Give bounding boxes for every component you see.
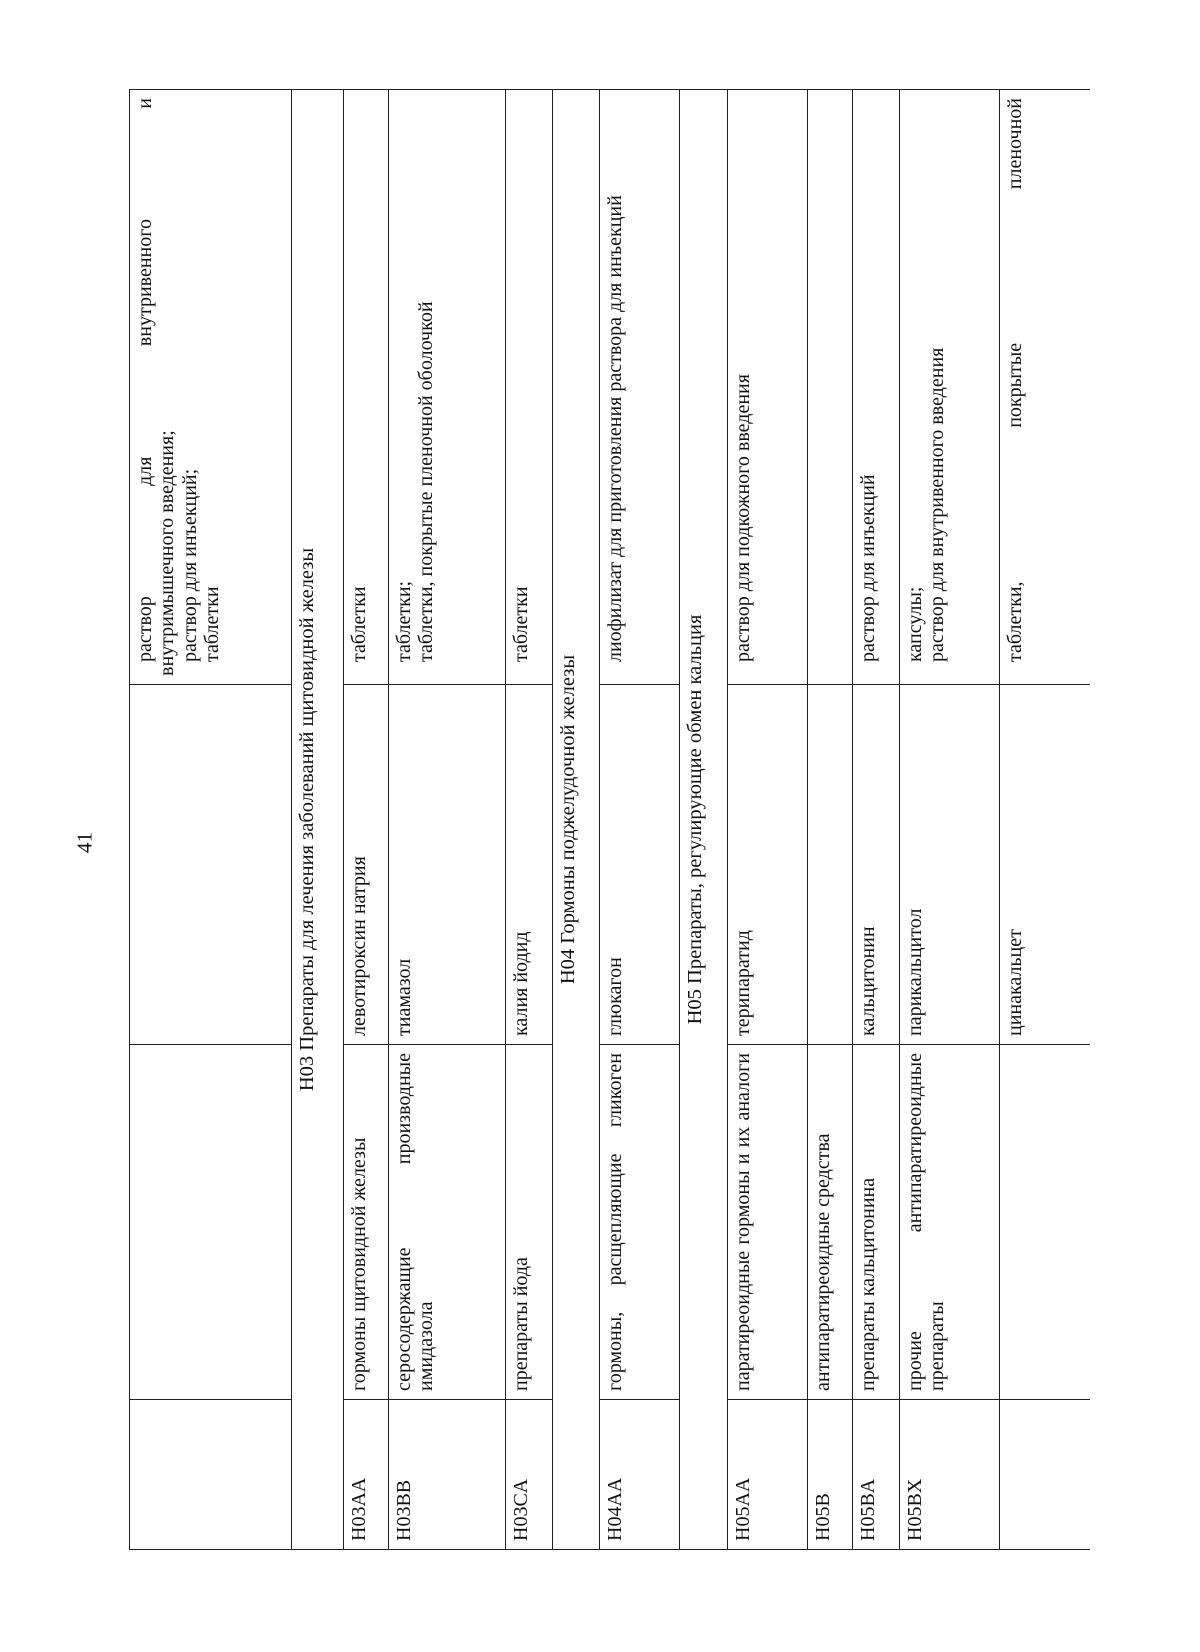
group-cell: гормоны щитовидной железы (344, 1045, 389, 1400)
section-header-row (553, 90, 600, 1550)
section-title: H04 Гормоны поджелудочной железы (553, 90, 600, 1550)
group-cell: препараты кальцитонина (853, 1045, 900, 1400)
code-cell: H03BB (389, 1400, 506, 1550)
substance-cell (808, 685, 853, 1045)
section-header-row (680, 90, 728, 1550)
forms-cell (344, 90, 389, 685)
form-line: таблетки, покрытые пленочной (1004, 98, 1026, 662)
group-cell (1000, 1045, 1090, 1400)
code-cell (1000, 1400, 1090, 1550)
code-cell: H05BA (853, 1400, 900, 1550)
table-row (808, 90, 853, 1550)
form-line: лиофилизат для приготовления раствора для инъекций (604, 195, 626, 662)
substance-cell: терипаратид (728, 685, 808, 1045)
form-line: таблетки (510, 586, 532, 662)
substance-cell (130, 685, 292, 1045)
form-line: раствор для внутривенного и (134, 98, 156, 662)
substance-cell: калия йодид (506, 685, 553, 1045)
group-cell: паратиреоидные гормоны и их аналоги (728, 1045, 808, 1400)
group-cell: прочие антипаратиреоидные препараты (900, 1045, 1000, 1400)
forms-cell (130, 90, 292, 685)
substance-cell: парикальцитол (900, 685, 1000, 1045)
forms-cell (600, 90, 680, 685)
group-cell: серосодержащие производные имидазола (389, 1045, 506, 1400)
forms-cell (853, 90, 900, 685)
code-cell: H05B (808, 1400, 853, 1550)
code-cell (130, 1400, 292, 1550)
section-title: H03 Препараты для лечения заболеваний щитовидной железы (292, 90, 344, 1550)
group-cell: гормоны, расщепляющие гликоген (600, 1045, 680, 1400)
forms-cell (389, 90, 506, 685)
forms-cell (506, 90, 553, 685)
table-row (506, 90, 553, 1550)
form-line: внутримышечного введения; (156, 430, 179, 676)
page-number: 41 (72, 832, 97, 853)
form-line: раствор для инъекций (857, 474, 879, 662)
substance-cell: кальцитонин (853, 685, 900, 1045)
forms-cell (900, 90, 1000, 685)
forms-cell (808, 90, 853, 685)
form-line: раствор для инъекций; (178, 468, 201, 662)
group-cell: антипаратиреоидные средства (808, 1045, 853, 1400)
forms-cell (1000, 90, 1090, 685)
table-row (389, 90, 506, 1550)
substance-cell: глюкагон (600, 685, 680, 1045)
table-row (344, 90, 389, 1550)
form-line: раствор для внутривенного введения (926, 347, 949, 662)
code-cell: H05AA (728, 1400, 808, 1550)
form-line: раствор для подкожного введения (732, 374, 754, 662)
substance-cell: цинакальцет (1000, 685, 1090, 1045)
code-cell: H03CA (506, 1400, 553, 1550)
table-row (853, 90, 900, 1550)
form-line: таблетки (201, 586, 224, 662)
code-cell: H04AA (600, 1400, 680, 1550)
table-row (130, 90, 292, 1550)
table-row (900, 90, 1000, 1550)
section-title: H05 Препараты, регулирующие обмен кальция (680, 90, 728, 1550)
code-cell: H03AA (344, 1400, 389, 1550)
rotated-table-container (129, 90, 1089, 1550)
forms-cell (728, 90, 808, 685)
form-line: капсулы; (904, 586, 926, 662)
substance-cell: тиамазол (389, 685, 506, 1045)
group-cell: препараты йода (506, 1045, 553, 1400)
table-row (1000, 90, 1090, 1550)
code-cell: H05BX (900, 1400, 1000, 1550)
table-row (600, 90, 680, 1550)
form-line: таблетки, покрытые пленочной оболочкой (415, 301, 438, 662)
substance-cell: левотироксин натрия (344, 685, 389, 1045)
form-line: таблетки (348, 586, 370, 662)
group-cell (130, 1045, 292, 1400)
section-header-row (292, 90, 344, 1550)
table-row (728, 90, 808, 1550)
form-line: таблетки; (393, 580, 415, 662)
medication-register-table (129, 89, 1090, 1550)
